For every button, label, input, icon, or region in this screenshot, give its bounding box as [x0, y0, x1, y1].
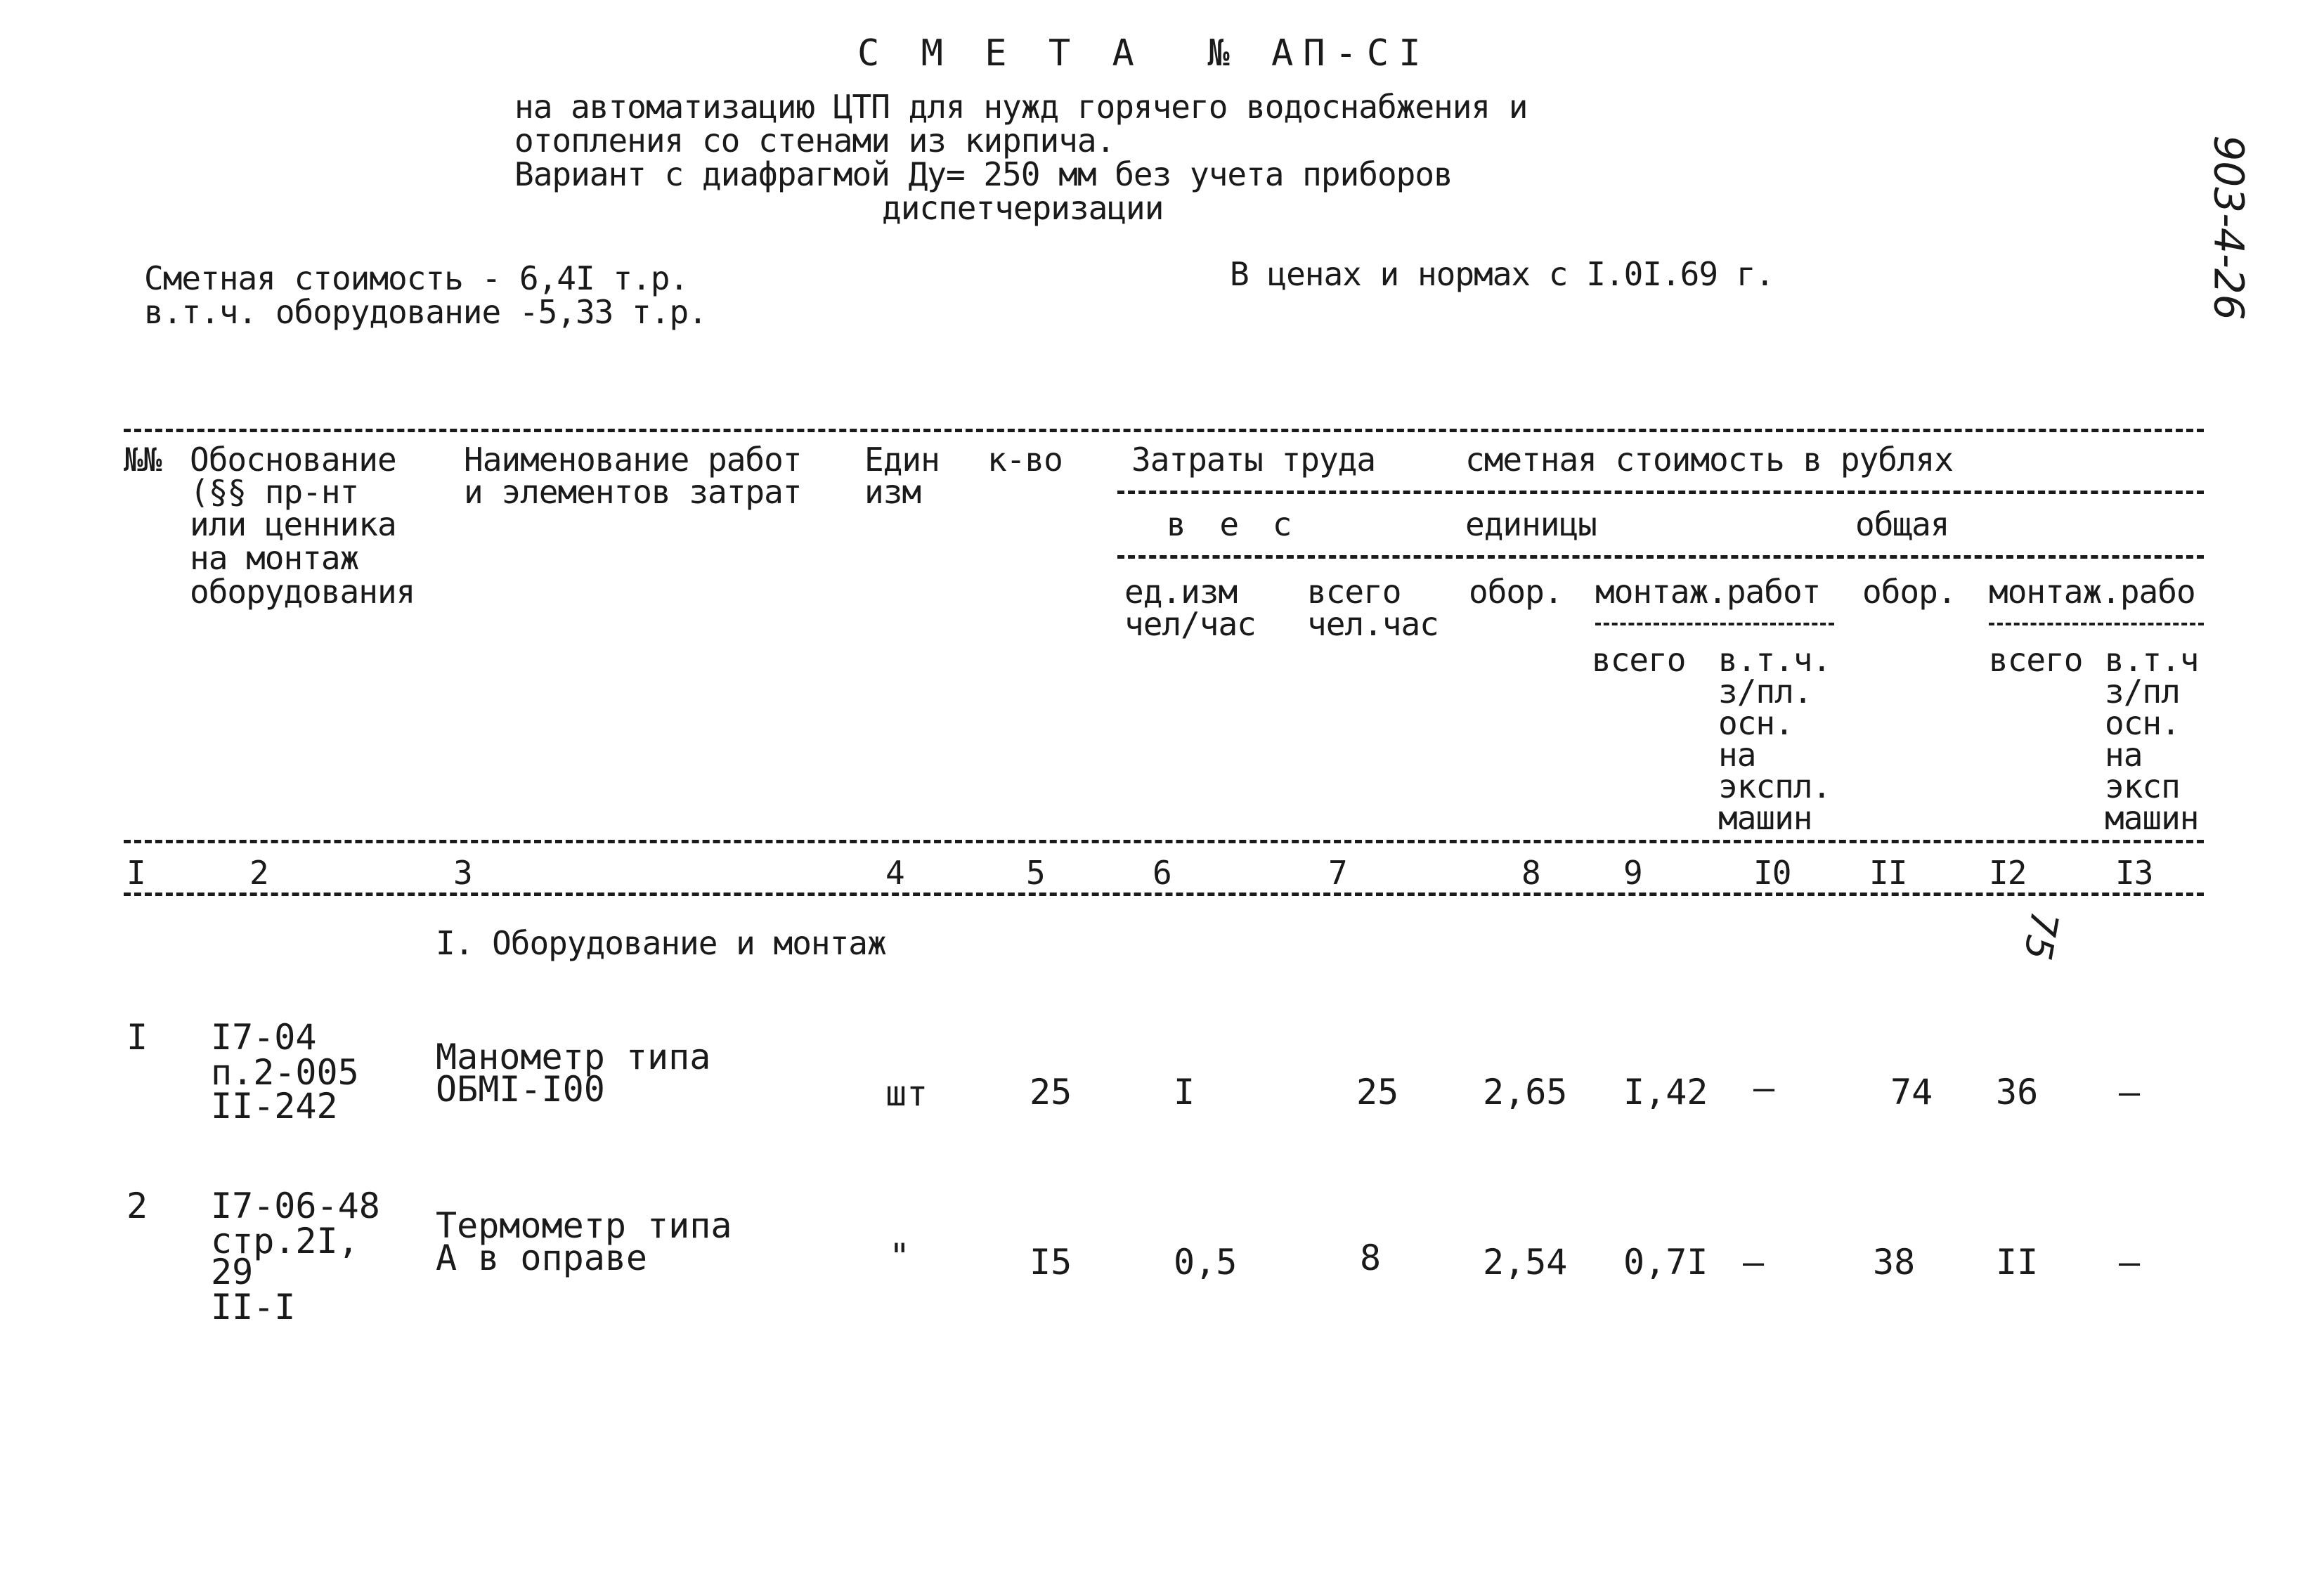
row-1-code-2: п.2-005 [211, 1052, 359, 1093]
page-mark: 75 [2015, 908, 2067, 963]
col-number-12: I2 [1989, 854, 2027, 892]
row-2-code-4: II-I [211, 1287, 296, 1328]
col-number-4: 4 [885, 854, 904, 892]
estimated-cost: Сметная стоимость - 6,4I т.р. [144, 259, 689, 297]
col-header-basis-4: на монтаж [190, 539, 359, 577]
col-number-9: 9 [1623, 854, 1642, 892]
col-header-c6-1: ед.изм [1124, 573, 1238, 611]
row-1-weight-unit: I [1174, 1072, 1195, 1112]
col-header-c12: всего [1989, 641, 2083, 679]
table-header-bottom-rule [124, 840, 2204, 843]
col-header-qty: к-во [987, 441, 1063, 479]
row-2-total-equip: 38 [1873, 1242, 1916, 1283]
row-2-code-1: I7-06-48 [211, 1186, 380, 1226]
row-1-num: I [126, 1017, 148, 1058]
col-header-c10-3: осн. [1718, 704, 1793, 742]
col-header-c13-4: на [2105, 736, 2143, 774]
col-number-7: 7 [1328, 854, 1347, 892]
col-number-1: I [126, 854, 145, 892]
col-number-5: 5 [1026, 854, 1045, 892]
rule-weight-sub [1117, 555, 2204, 559]
col-header-c13-3: осн. [2105, 704, 2180, 742]
row-1-total-install: 36 [1996, 1072, 2039, 1112]
row-2-num: 2 [126, 1186, 148, 1226]
row-2-qty: I5 [1030, 1242, 1072, 1283]
col-header-name-2: и элементов затрат [464, 473, 802, 511]
row-2-total-install: II [1996, 1242, 2039, 1283]
section-title: I. Оборудование и монтаж [436, 924, 886, 962]
col-header-total-install: монтаж.рабо [1989, 573, 2195, 611]
rule-labor-sub [1117, 491, 2204, 494]
row-2-unit: " [889, 1236, 911, 1277]
col-header-c13-5: эксп [2105, 767, 2180, 805]
col-header-c10-5: экспл. [1718, 767, 1831, 805]
row-2-name-1: Термометр типа [436, 1205, 732, 1246]
subtitle-line-2: отопления со стенами из кирпича. [514, 122, 1115, 160]
col-number-8: 8 [1521, 854, 1540, 892]
row-1-code-1: I7-04 [211, 1017, 317, 1058]
col-number-6: 6 [1153, 854, 1171, 892]
col-number-10: I0 [1753, 854, 1791, 892]
side-code: 903-4-26 [2205, 135, 2253, 320]
row-2-unit-equip: 2,54 [1483, 1242, 1568, 1283]
subtitle-line-4: диспетчеризации [882, 189, 1164, 227]
subtitle-line-1: на автоматизацию ЦТП для нужд горячего водоснабжения и [514, 88, 1528, 126]
prices-note: В ценах и нормах с I.0I.69 г. [1230, 255, 1774, 293]
row-2-weight-total: 8 [1360, 1238, 1382, 1278]
row-1-unit-install: I,42 [1623, 1072, 1708, 1112]
row-1-name-2: ОБМI-I00 [436, 1069, 605, 1110]
col-header-total-cost: общая [1855, 505, 1949, 543]
row-1-qty: 25 [1030, 1072, 1072, 1112]
col-header-unit-equip: обор. [1469, 573, 1563, 611]
col-header-unit-cost: единицы [1465, 505, 1597, 543]
row-1-name-1: Манометр типа [436, 1037, 711, 1077]
col-header-labor: Затраты труда [1131, 441, 1376, 479]
row-1-total-incl: – [2119, 1072, 2141, 1112]
col-header-num: №№ [124, 441, 162, 479]
col-number-11: II [1869, 854, 1907, 892]
row-2-code-2: стр.2I, [211, 1221, 359, 1261]
col-header-c10-2: з/пл. [1718, 673, 1812, 710]
col-header-name-1: Наименование работ [464, 441, 802, 479]
col-header-c9: всего [1592, 641, 1686, 679]
col-header-unit-install: монтаж.работ [1595, 573, 1821, 611]
col-header-weight: в е с [1167, 505, 1299, 543]
row-2-weight-unit: 0,5 [1174, 1242, 1238, 1283]
col-header-c6-2: чел/час [1124, 605, 1256, 643]
col-header-basis-1: Обоснование [190, 441, 396, 479]
col-header-c10-6: машин [1718, 799, 1812, 837]
col-header-cost: сметная стоимость в рублях [1465, 441, 1954, 479]
document-title: С М Е Т А № АП-СI [857, 32, 1431, 74]
col-header-c10-1: в.т.ч. [1718, 641, 1831, 679]
subtitle-line-3: Вариант с диафрагмой Ду= 250 мм без учета приборов [514, 155, 1453, 193]
rule-install-sub [1595, 623, 1834, 625]
row-1-code-3: II-242 [211, 1086, 338, 1127]
col-header-unit-1: Един [864, 441, 940, 479]
col-number-3: 3 [453, 854, 472, 892]
equipment-cost: в.т.ч. оборудование -5,33 т.р. [144, 293, 707, 331]
rule-install-sub-2 [1989, 623, 2204, 625]
row-2-total-incl: – [2119, 1242, 2141, 1283]
col-header-basis-3: или ценника [190, 505, 396, 543]
row-2-unit-incl: – [1743, 1242, 1765, 1283]
row-1-weight-total: 25 [1356, 1072, 1399, 1112]
col-header-basis-5: оборудования [190, 573, 415, 611]
col-header-c10-4: на [1718, 736, 1756, 774]
column-number-rule [124, 893, 2204, 896]
col-header-basis-2: (§§ пр-нт [190, 473, 359, 511]
table-top-rule [124, 429, 2204, 432]
col-header-c13-1: в.т.ч [2105, 641, 2199, 679]
row-2-code-3: 29 [211, 1252, 254, 1292]
col-header-c7-2: чел.час [1307, 605, 1439, 643]
row-1-unit: шт [885, 1073, 928, 1114]
col-header-total-equip: обор. [1862, 573, 1956, 611]
col-number-13: I3 [2115, 854, 2153, 892]
col-number-2: 2 [249, 854, 268, 892]
row-1-unit-equip: 2,65 [1483, 1072, 1568, 1112]
col-header-unit-2: изм [864, 473, 921, 511]
row-2-name-2: А в оправе [436, 1238, 648, 1278]
row-2-unit-install: 0,7I [1623, 1242, 1708, 1283]
col-header-c13-2: з/пл [2105, 673, 2180, 710]
col-header-c13-6: машин [2105, 799, 2199, 837]
row-1-unit-incl: – [1753, 1067, 1775, 1108]
row-1-total-equip: 74 [1890, 1072, 1933, 1112]
col-header-c7-1: всего [1307, 573, 1401, 611]
